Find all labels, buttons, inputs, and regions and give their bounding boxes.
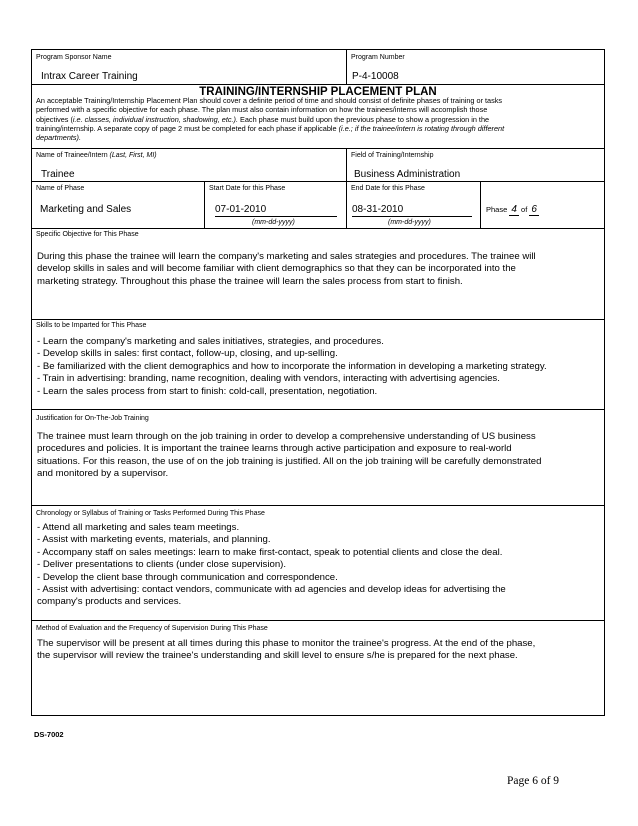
intro-text-part: objectives ( (36, 114, 73, 124)
phase-count (486, 204, 539, 215)
phase-name-cell (32, 182, 204, 228)
trainee-row (32, 149, 604, 182)
skills-line: - Learn the sales process from start to finish: cold-call, presentation, negotiation. (37, 385, 378, 397)
skills-label: Skills to be Imparted for This Phase (36, 322, 147, 329)
start-date-label: Start Date for this Phase (209, 185, 286, 192)
intro-italic-part: i.e. classes, individual instruction, shadowing, etc.). (72, 114, 238, 124)
justification-line: procedures and policies. It is important the trainee learns through active participation and exposure to real-world (37, 443, 512, 455)
program-number-value: P-4-10008 (352, 71, 399, 82)
justification-text (37, 431, 598, 481)
sponsor-label: Program Sponsor Name (36, 54, 112, 61)
intro-line (36, 133, 600, 142)
phase-row (32, 182, 604, 229)
start-date-value: 07-01-2010 (215, 204, 337, 217)
start-date-format: (mm-dd-yyyy) (252, 219, 295, 226)
objective-text (37, 251, 598, 288)
justification-line: and monitored by a supervisor. (37, 468, 169, 480)
end-date-label: End Date for this Phase (351, 185, 425, 192)
skills-line: - Develop skills in sales: first contact, follow-up, closing, and up-selling. (37, 348, 338, 360)
phase-word: Phase (486, 205, 508, 214)
evaluation-section (32, 621, 604, 715)
trainee-value: Trainee (41, 169, 75, 180)
justification-section (32, 410, 604, 506)
intro-italic-part: departments). (36, 133, 82, 143)
objective-line: develop skills in sales and will become familiar with client demographics so that they can be incorporated into the (37, 263, 516, 275)
end-date-format: (mm-dd-yyyy) (388, 219, 431, 226)
skills-line: - Train in advertising: branding, name recognition, dealing with vendors, interacting with advertising agencies. (37, 373, 500, 385)
objective-line: marketing strategy. Throughout this phase the trainee will learn the sales process from start to finish. (37, 275, 463, 287)
chronology-line: company's products and services. (37, 596, 182, 608)
phase-name-label: Name of Phase (36, 185, 85, 192)
intro-row (32, 85, 604, 149)
phase-name-value: Marketing and Sales (40, 204, 132, 215)
program-number-cell (346, 50, 604, 84)
intro-line (36, 124, 600, 133)
skills-line: - Be familiarized with the client demographics and how to incorporate the information in developing a marketing strategy. (37, 360, 547, 372)
start-date-cell (204, 182, 346, 228)
phase-count-cell (480, 182, 604, 228)
trainee-cell (32, 149, 346, 181)
skills-text (37, 336, 598, 398)
phase-number: 4 (511, 204, 517, 215)
phase-total: 6 (531, 204, 537, 215)
end-date-cell (346, 182, 480, 228)
intro-text-part: training/internship. A separate copy of page 2 must be completed for each phase if applicable (36, 123, 339, 133)
chronology-line: - Assist with advertising: contact vendors, communicate with ad agencies and develop ideas for advertising the (37, 584, 506, 596)
skills-line: - Learn the company's marketing and sales initiatives, strategies, and procedures. (37, 336, 384, 347)
plan-title: TRAINING/INTERNSHIP PLACEMENT PLAN (199, 86, 437, 98)
page-number: Page 6 of 9 (507, 775, 560, 787)
objective-line: During this phase the trainee will learn the company's marketing and sales strategies and procedures. The trainee will (37, 251, 536, 262)
objective-section (32, 229, 604, 320)
intro-text (36, 96, 600, 142)
objective-label: Specific Objective for This Phase (36, 231, 139, 238)
intro-line (36, 115, 600, 124)
chronology-line: - Accompany staff on sales meetings: learn to make first-contact, speak to potential clients and close the deal. (37, 546, 503, 558)
chronology-section (32, 506, 604, 621)
evaluation-line: the supervisor will review the trainee's understanding and skill level to ensure s/he is prepared for the next phase. (37, 650, 518, 662)
intro-text-part: Each phase must build upon the previous phase to show a progression in the (237, 114, 490, 124)
of-word: of (521, 205, 528, 214)
chronology-line: - Attend all marketing and sales team meetings. (37, 522, 240, 533)
skills-section (32, 320, 604, 410)
chronology-line: - Develop the client base through communication and correspondence. (37, 571, 338, 583)
justification-line: situations. For this reason, the use of on the job training is justified. All on the job training will be carefully demonstrated (37, 455, 542, 467)
chronology-text (37, 522, 598, 609)
field-cell (346, 149, 604, 181)
placement-plan-form (31, 49, 605, 716)
form-number: DS-7002 (34, 730, 64, 739)
intro-italic-part: (i.e.; if the trainee/intern is rotating through different (338, 123, 505, 133)
sponsor-value: Intrax Career Training (41, 71, 138, 82)
end-date-value: 08-31-2010 (352, 204, 472, 217)
sponsor-row (32, 50, 604, 85)
chronology-label: Chronology or Syllabus of Training or Tasks Performed During This Phase (36, 510, 265, 517)
chronology-line: - Deliver presentations to clients (under close supervision). (37, 559, 287, 571)
trainee-label (36, 151, 157, 160)
field-label: Field of Training/Internship (351, 152, 434, 159)
program-number-label: Program Number (351, 54, 405, 61)
intro-line: performed with a specific objective for each phase. The plan must also contain information on how the trainees/interns will accomplish those (36, 105, 488, 115)
sponsor-cell (32, 50, 346, 84)
trainee-label-suffix: (Last, First, MI) (109, 152, 157, 159)
evaluation-line: The supervisor will be present at all times during this phase to monitor the trainee's progress. At the end of the phase, (37, 638, 536, 649)
justification-label: Justification for On-The-Job Training (36, 415, 149, 422)
chronology-line: - Assist with marketing events, materials, and planning. (37, 534, 271, 546)
field-value: Business Administration (354, 169, 461, 180)
evaluation-label: Method of Evaluation and the Frequency of Supervision During This Phase (36, 625, 268, 632)
evaluation-text (37, 638, 598, 663)
intro-line: An acceptable Training/Internship Placement Plan should cover a definite period of time and should consist of definite phases of training or tasks (36, 96, 503, 105)
justification-line: The trainee must learn through on the job training in order to develop a comprehensive understanding of US business (37, 431, 536, 442)
trainee-label-text: Name of Trainee/Intern (36, 152, 108, 159)
